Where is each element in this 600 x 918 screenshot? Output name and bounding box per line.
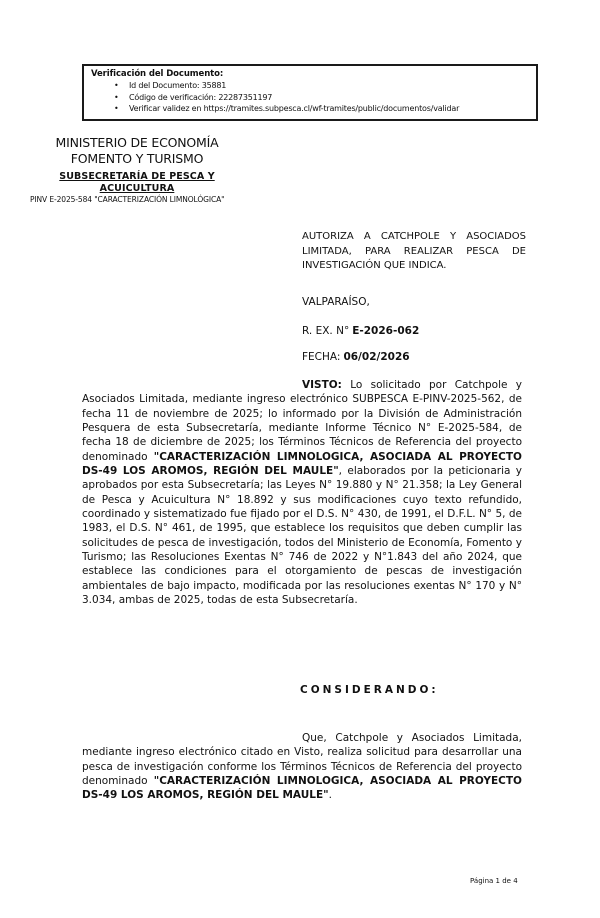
visto-label: VISTO:	[302, 379, 342, 391]
considerando-text-2: .	[328, 789, 332, 802]
date-value: 06/02/2026	[343, 351, 410, 363]
verification-item-text: Código de verificación: 22287351197	[129, 92, 273, 102]
letterhead	[17, 135, 257, 195]
verification-title: Verificación del Documento:	[91, 69, 224, 79]
project-reference: PINV E-2025-584 "CARACTERIZACIÓN LIMNOLÓGICA"	[30, 195, 225, 204]
date-label: FECHA:	[302, 351, 341, 363]
bullet-icon: •	[114, 104, 119, 113]
resolution-number-label: R. EX. N°	[302, 325, 350, 337]
resolution-number-value: E-2026-062	[352, 325, 420, 337]
considerando-paragraph	[82, 731, 522, 803]
verification-item-code	[114, 92, 536, 104]
visto-text-1: Lo solicitado por Catchpole y Asociados Limitada, mediante ingreso electrónico SUBPESCA E-PINV-2025-562, de fecha 11 de noviembre de 2025; lo informado por la División de Administración Pesquera de esta Subsecretaría, mediante Informe Técnico N° E-2025-584, de fecha 18 de diciembre de 2025; los Términos Técnicos de Referencia del proyecto denominado	[82, 379, 522, 463]
ministry-name-line1: MINISTERIO DE ECONOMÍA	[55, 135, 219, 150]
verification-item-url	[114, 103, 536, 115]
verification-item-text: Id del Documento: 35881	[129, 81, 227, 90]
page-indicator: Página 1 de 4	[470, 877, 518, 885]
city-line: VALPARAÍSO,	[302, 296, 370, 308]
bullet-icon: •	[114, 92, 119, 102]
visto-paragraph	[82, 378, 522, 608]
verification-url-text: Verificar validez en https://tramites.subpesca.cl/wf-tramites/public/documentos/validar	[129, 104, 460, 113]
resolution-subject: AUTORIZA A CATCHPOLE Y ASOCIADOS LIMITADA, PARA REALIZAR PESCA DE INVESTIGACIÓN QUE INDICA.	[302, 231, 526, 272]
verification-list	[84, 80, 536, 115]
subsecretaria-title: SUBSECRETARÍA DE PESCA Y ACUICULTURA	[59, 171, 215, 194]
bullet-icon: •	[114, 81, 119, 90]
ministry-name-line2: FOMENTO Y TURISMO	[70, 150, 204, 166]
visto-text-2: , elaborados por la peticionaria y aprobados por esta Subsecretaría; las Leyes N° 19.880 y N° 21.358; la Ley General de Pesca y Acuicultura N° 18.892 y sus modificaciones cuyo texto refundido, coordinado y sistematizado fue fijado por el D.S. N° 430, de 1991, el D.F.L. N° 5, de 1983, el D.S. N° 461, de 1995, que establece los requisitos que deben cumplir las solicitudes de pesca de investigación, todos del Ministerio de Economía, Fomento y Turismo; las Resoluciones Exentas N° 746 de 2022 y N°1.843 del año 2024, que establece las condiciones para el otorgamiento de pescas de investigación ambientales de bajo impacto, modificada por las resoluciones exentas N° 170 y N° 3.034, ambas de 2025, todas de esta Subsecretaría.	[82, 465, 522, 607]
considerando-heading: CONSIDERANDO:	[300, 684, 439, 696]
date-line	[302, 351, 410, 363]
considerando-project-title: "CARACTERIZACIÓN LIMNOLOGICA, ASOCIADA AL PROYECTO DS-49 LOS AROMOS, REGIÓN DEL MAULE"	[82, 775, 522, 802]
visto-project-title: "CARACTERIZACIÓN LIMNOLOGICA, ASOCIADA AL PROYECTO DS-49 LOS AROMOS, REGIÓN DEL MAULE"	[82, 450, 522, 478]
verification-item-document-id	[114, 80, 536, 92]
resolution-number-line	[302, 325, 419, 337]
verification-box	[82, 64, 538, 121]
considerando-text-1: Que, Catchpole y Asociados Limitada, mediante ingreso electrónico citado en Visto, realiza solicitud para desarrollar una pesca de investigación conforme los Términos Técnicos de Referencia del proyecto denominado	[82, 732, 522, 788]
